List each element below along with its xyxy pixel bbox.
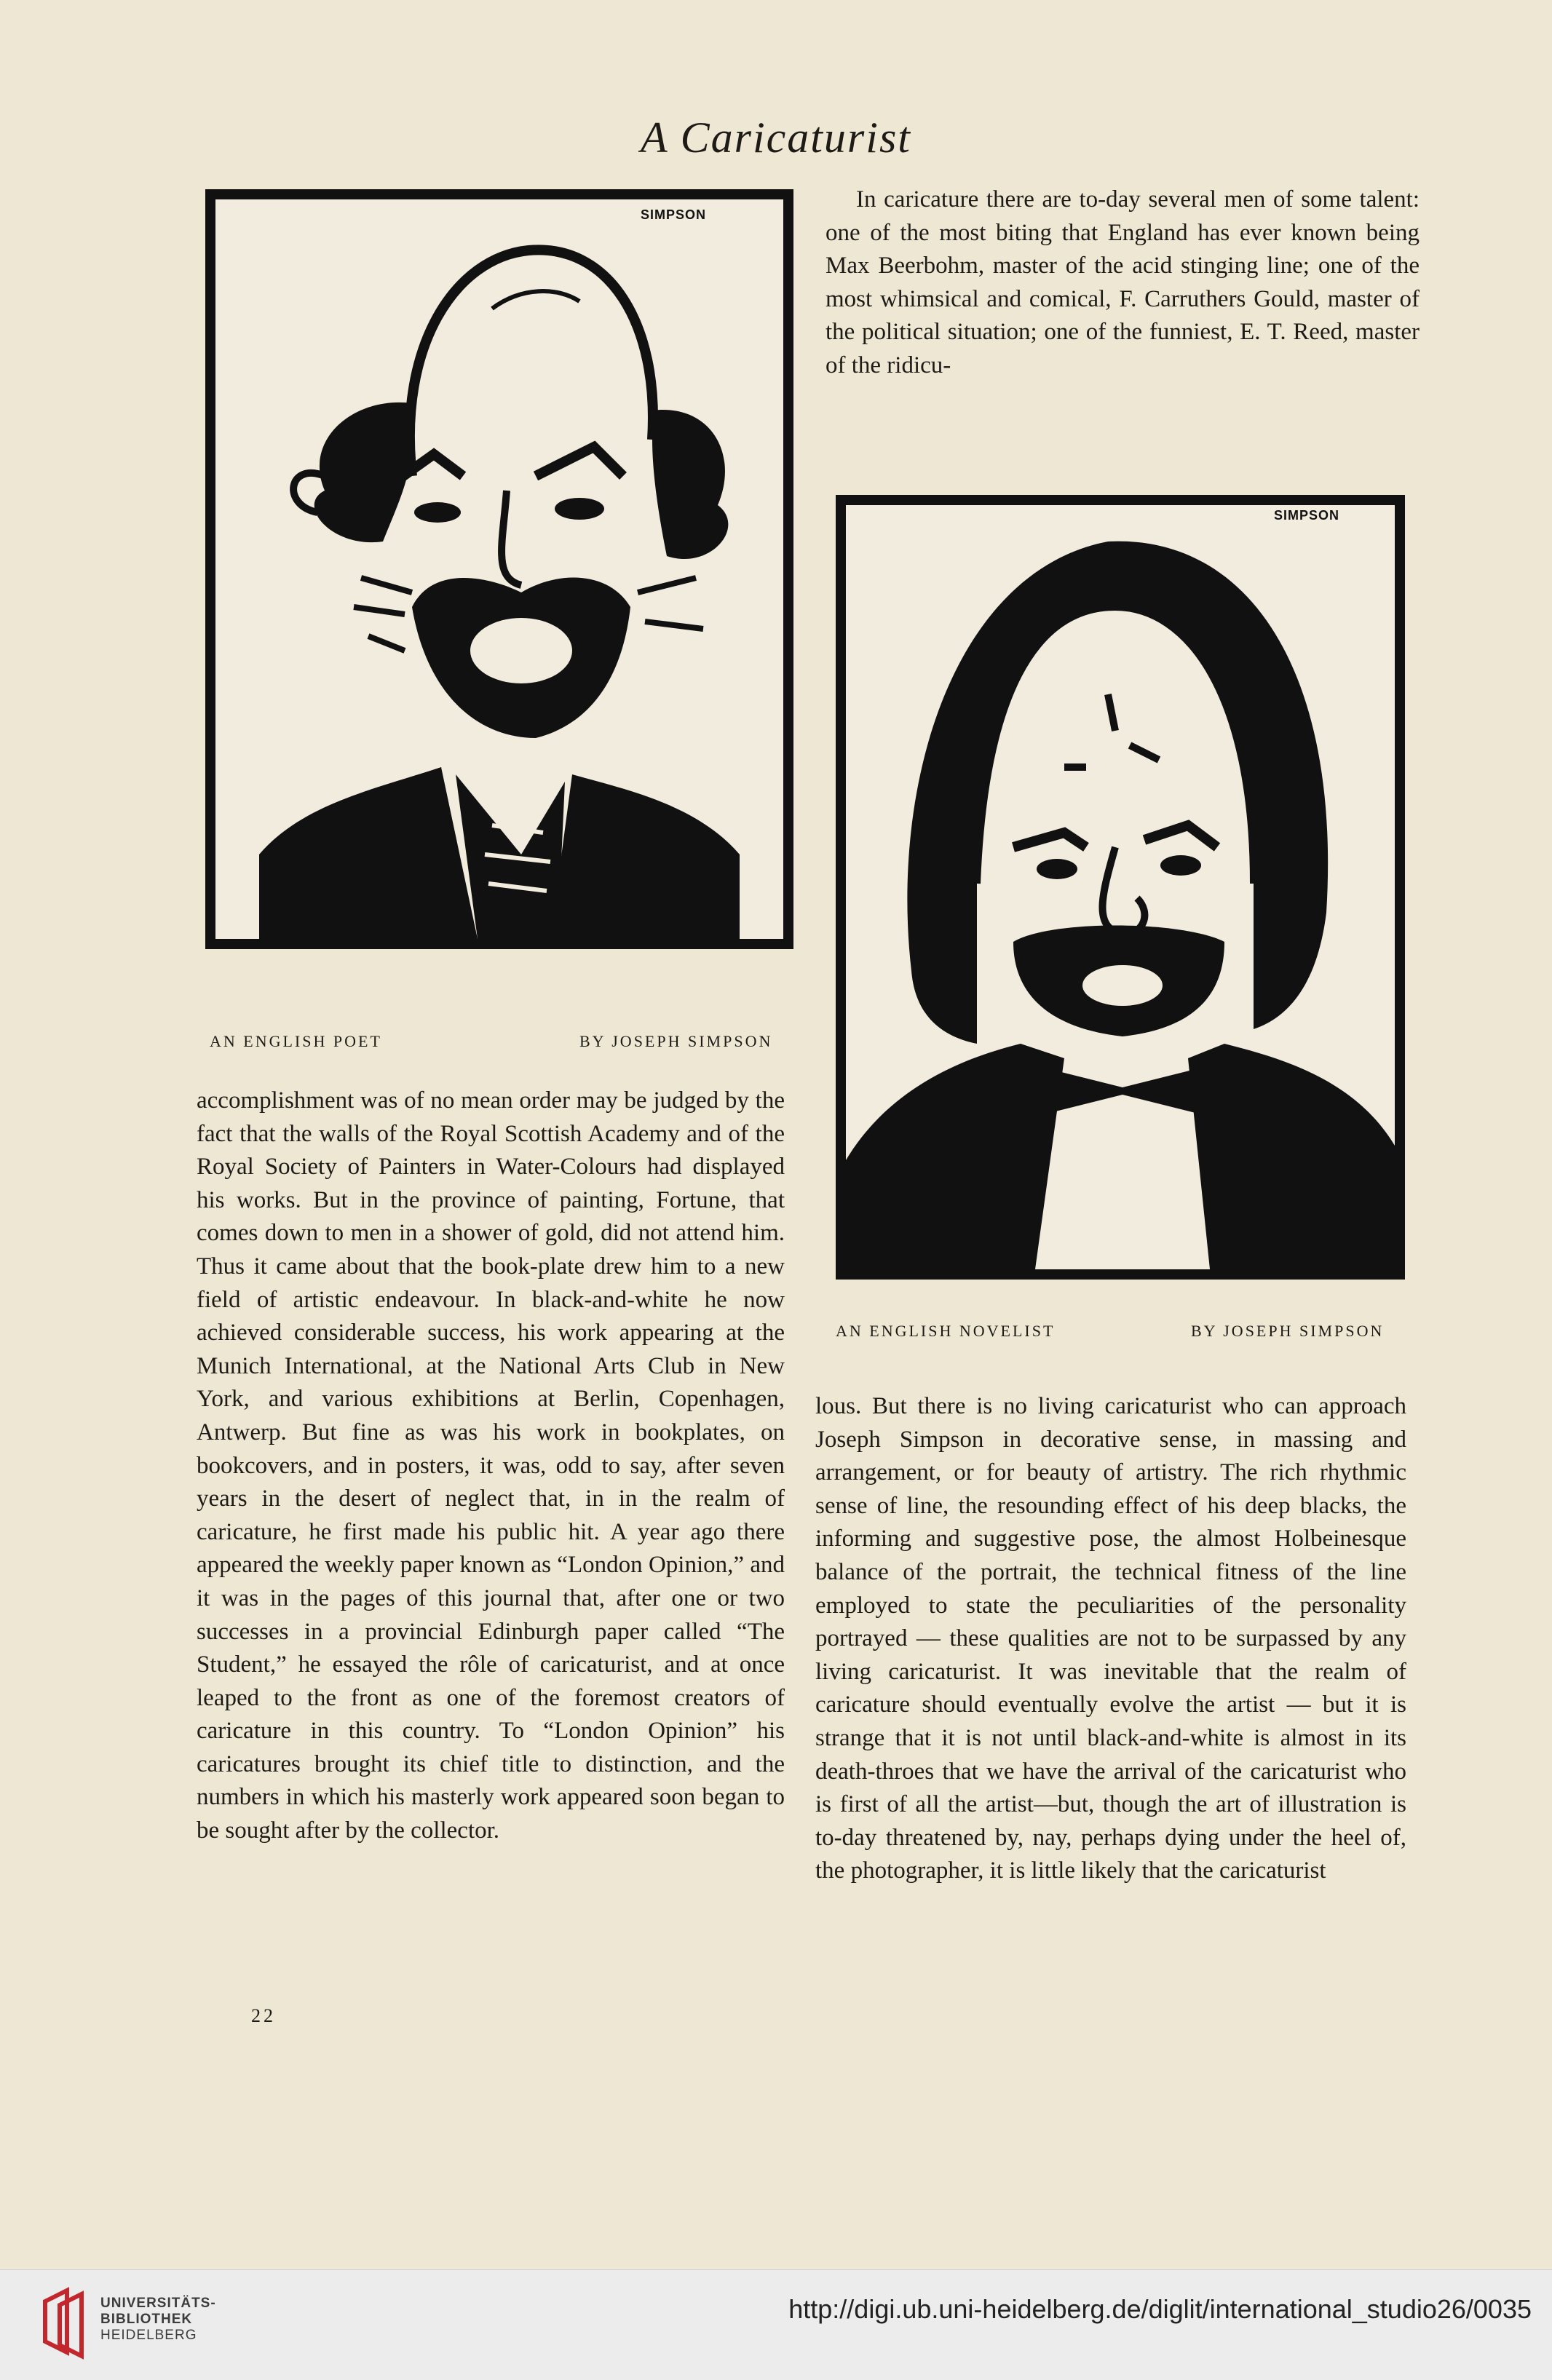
novelist-caption-artist: BY JOSEPH SIMPSON [1191, 1322, 1385, 1340]
novelist-caption-title: AN ENGLISH NOVELIST [836, 1322, 1056, 1340]
poet-signature: SIMPSON [641, 207, 707, 222]
page-number: 22 [251, 2005, 276, 2026]
library-name-line1: UNIVERSITÄTS- [100, 2296, 216, 2311]
poet-caricature-image [205, 189, 793, 949]
poet-caption-title: AN ENGLISH POET [210, 1032, 382, 1050]
library-name-line3: HEIDELBERG [100, 2328, 197, 2343]
novelist-signature: SIMPSON [1274, 508, 1340, 523]
novelist-drawing [846, 505, 1395, 1269]
poet-drawing [215, 199, 783, 939]
page-title: A Caricaturist [641, 114, 911, 162]
left-column-text [197, 1084, 785, 1848]
right-column-bottom-text [815, 1390, 1406, 1888]
library-name [100, 2296, 216, 2344]
source-url-link[interactable]: http://digi.ub.uni-heidelberg.de/diglit/international_studio26/0035 [788, 2294, 1532, 2324]
poet-caption-artist: BY JOSEPH SIMPSON [579, 1032, 773, 1050]
paragraph: lous. But there is no living caricaturist who can approach Joseph Simpson in decorative sense, in massing and arrangement, or for beauty of artistry. The rich rhythmic sense of line, the resounding effect of his deep blacks, the informing and suggestive pose, the almost Holbeinesque balance of the portrait, the technical fitness of the line employed to state the peculiarities of the personality portrayed — these qualities are not to be surpassed by any living caricaturist. It was inevitable that the realm of caricature should eventually evolve the artist — but it is strange that it is not until black-and-white is almost in its death-throes that we have the arrival of the caricaturist who is first of all the artist—but, though the art of illustration is to-day threatened by, nay, perhaps dying under the heel of, the photographer, it is little likely that the caricaturist [815, 1393, 1406, 1884]
paragraph: In caricature there are to-day several men of some talent: one of the most biting that England has ever known being Max Beerbohm, master of the acid stinging line; one of the most whimsical and comical, F. Carruthers Gould, master of the political situation; one of the funniest, E. T. Reed, master of the ridicu- [826, 186, 1420, 378]
right-column-top-text [826, 183, 1420, 383]
digitization-footer [0, 2269, 1552, 2380]
novelist-caricature-image [836, 495, 1405, 1280]
library-logo-icon [38, 2287, 92, 2360]
library-name-line2: BIBLIOTHEK [100, 2312, 193, 2327]
paragraph: accomplishment was of no mean order may be judged by the fact that the walls of the Royal Scottish Academy and of the Royal Society of Painters in Water-Colours had displayed his works. But in the province of painting, Fortune, that comes down to men in a shower of gold, did not attend him. Thus it came about that the book-plate drew him to a new field of artistic endeavour. In black-and-white he now achieved considerable success, his work appearing at the Munich International, at the National Arts Club in New York, and various exhibitions at Berlin, Copenhagen, Antwerp. But fine as was his work in bookplates, on bookcovers, and in posters, it was, odd to say, after seven years in the desert of neglect that, in in the realm of caricature, he first made his public hit. A year ago there appeared the weekly paper known as “London Opinion,” and it was in the pages of this journal that, after one or two successes in a provincial Edinburgh paper called “The Student,” he essayed the rôle of caricaturist, and at once leaped to the front as one of the foremost creators of caricature in this country. To “London Opinion” his caricatures brought its chief title to distinction, and the numbers in which his masterly work appeared soon began to be sought after by the collector. [197, 1087, 785, 1844]
